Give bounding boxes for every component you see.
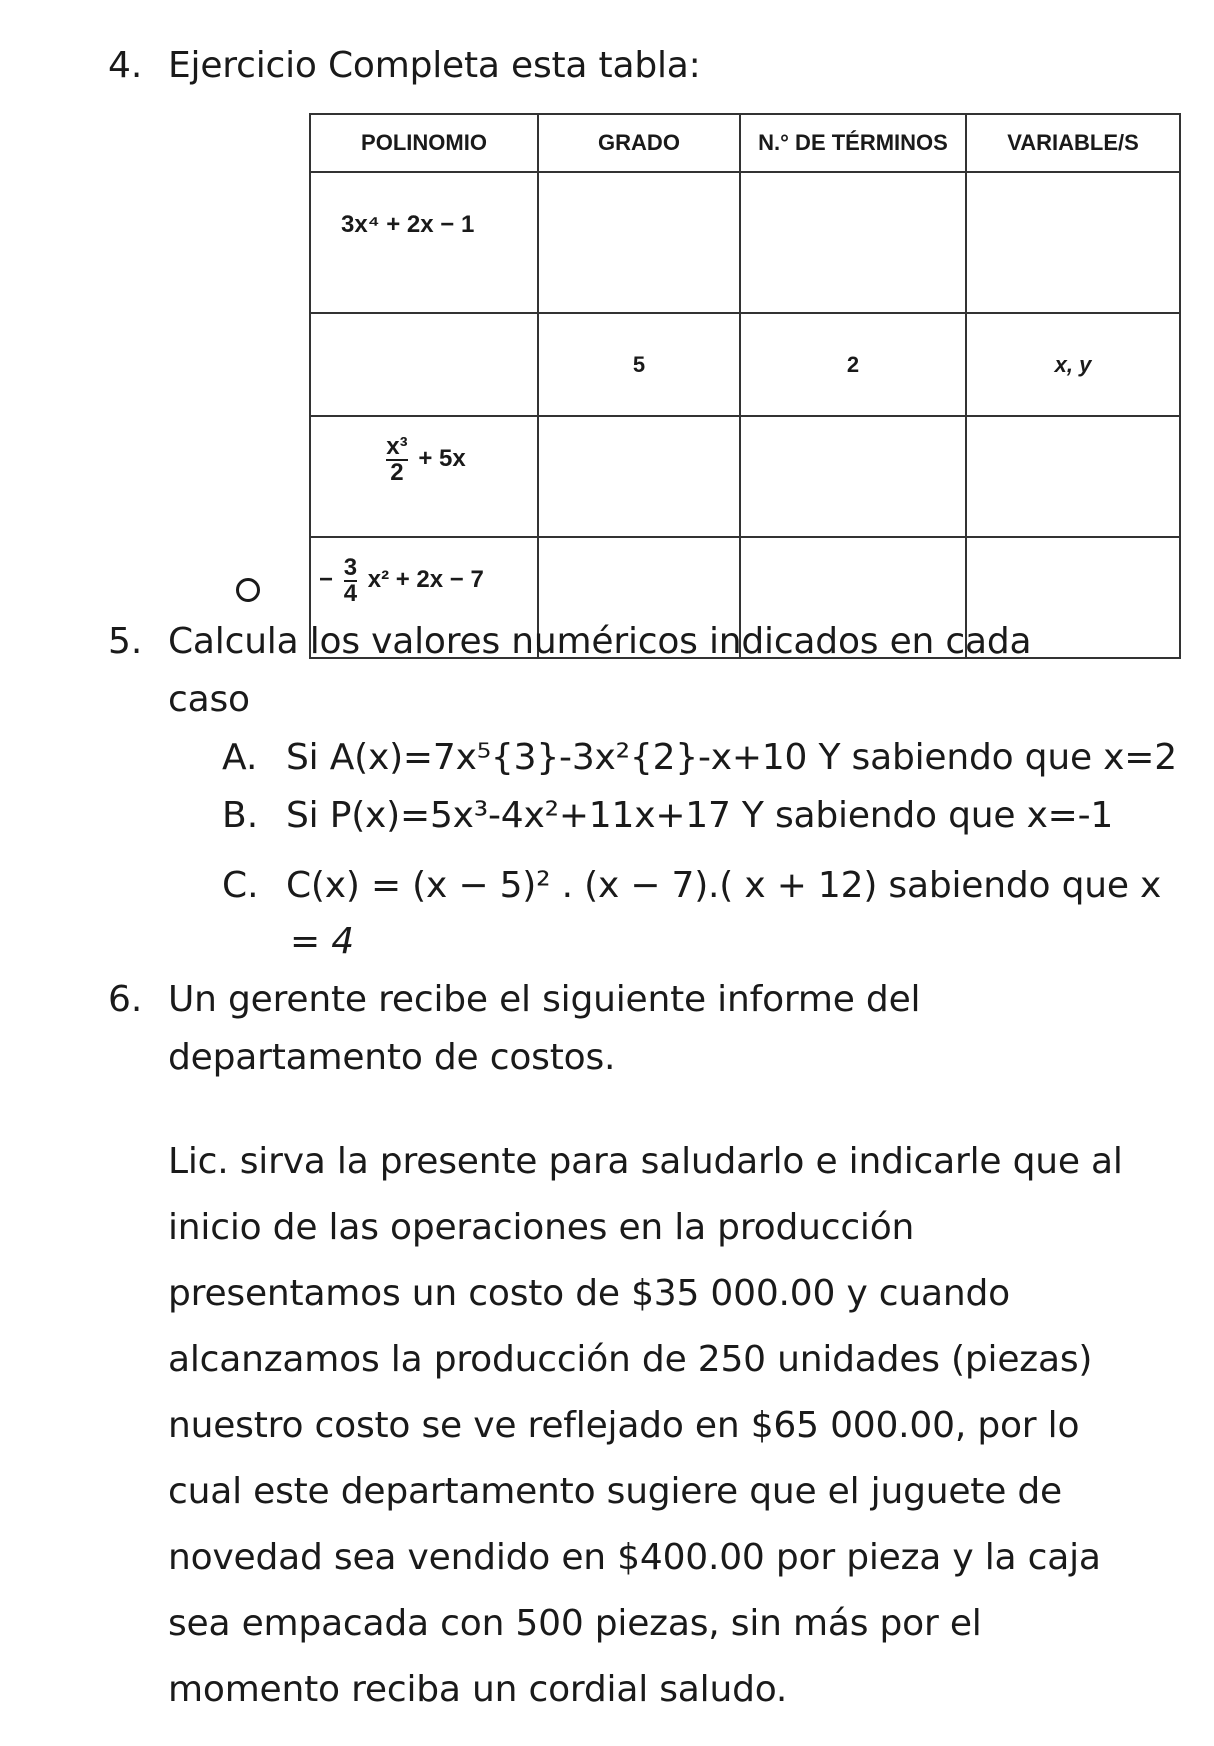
cell-terminos[interactable] [740, 172, 966, 313]
exercise-4-title: Ejercicio Completa esta tabla: [168, 45, 701, 86]
cell-grado[interactable]: 5 [538, 313, 740, 416]
bullet-icon [236, 578, 260, 602]
cell-grado[interactable] [538, 172, 740, 313]
exercise-6-title-line2: departamento de costos. [168, 1037, 616, 1078]
letter-line: sea empacada con 500 piezas, sin más por el [168, 1603, 982, 1644]
fraction-numerator: x³ [386, 433, 408, 460]
cell-polinomio[interactable]: 3x⁴ + 2x − 1 [310, 172, 538, 313]
fraction-numerator: 3 [343, 554, 358, 581]
item-b-letter: B. [222, 795, 259, 836]
header-terminos: N.° DE TÉRMINOS [740, 114, 966, 172]
cell-polinomio[interactable] [310, 313, 538, 416]
table-row [310, 172, 1180, 313]
table-row [310, 416, 1180, 537]
letter-line: nuestro costo se ve reflejado en $65 000.00, por lo [168, 1405, 1080, 1446]
exercise-5-number: 5. [108, 621, 143, 662]
letter-line: alcanzamos la producción de 250 unidades (piezas) [168, 1339, 1093, 1380]
item-c-text-line2: = 4 [290, 921, 354, 962]
item-c-letter: C. [222, 865, 259, 906]
header-polinomio: POLINOMIO [310, 114, 538, 172]
exercise-6-title-line1: Un gerente recibe el siguiente informe del [168, 979, 921, 1020]
header-variables: VARIABLE/S [966, 114, 1180, 172]
cell-variables[interactable] [966, 172, 1180, 313]
fraction-denominator: 2 [386, 459, 407, 485]
cell-variables[interactable]: x, y [966, 313, 1180, 416]
expression-rest: + 5x [418, 445, 466, 473]
exercise-6-number: 6. [108, 979, 143, 1020]
polynomial-table [309, 113, 1181, 659]
fraction [344, 556, 357, 606]
item-c-text: C(x) = (x − 5)² . (x − 7).( x + 12) sabiendo que x [286, 865, 1162, 906]
item-b-text: Si P(x)=5x³-4x²+11x+17 Y sabiendo que x=-1 [286, 795, 1114, 836]
letter-line: cual este departamento sugiere que el juguete de [168, 1471, 1063, 1512]
table-header-row [310, 114, 1180, 172]
fraction-denominator: 4 [343, 580, 358, 607]
cell-polinomio[interactable] [310, 416, 538, 537]
table-row [310, 313, 1180, 416]
letter-line: momento reciba un cordial saludo. [168, 1669, 788, 1710]
header-grado: GRADO [538, 114, 740, 172]
cell-variables[interactable] [966, 416, 1180, 537]
cell-terminos[interactable] [740, 416, 966, 537]
letter-line: inicio de las operaciones en la producción [168, 1207, 915, 1248]
letter-line: presentamos un costo de $35 000.00 y cuando [168, 1273, 1010, 1314]
fraction [386, 435, 407, 485]
cell-grado[interactable] [538, 416, 740, 537]
exercise-5-title-line2: caso [168, 679, 250, 720]
letter-line: Lic. sirva la presente para saludarlo e indicarle que al [168, 1141, 1123, 1182]
letter-line: novedad sea vendido en $400.00 por pieza y la caja [168, 1537, 1101, 1578]
item-a-letter: A. [222, 737, 258, 778]
expression-sign: − [319, 566, 334, 594]
cell-terminos[interactable]: 2 [740, 313, 966, 416]
exercise-4-number: 4. [108, 45, 143, 86]
exercise-5-title-line1: Calcula los valores numéricos indicados en cada [168, 621, 1032, 662]
expression-rest: x² + 2x − 7 [367, 566, 484, 594]
item-a-text: Si A(x)=7x⁵{3}-3x²{2}-x+10 Y sabiendo que x=2 [286, 737, 1177, 778]
